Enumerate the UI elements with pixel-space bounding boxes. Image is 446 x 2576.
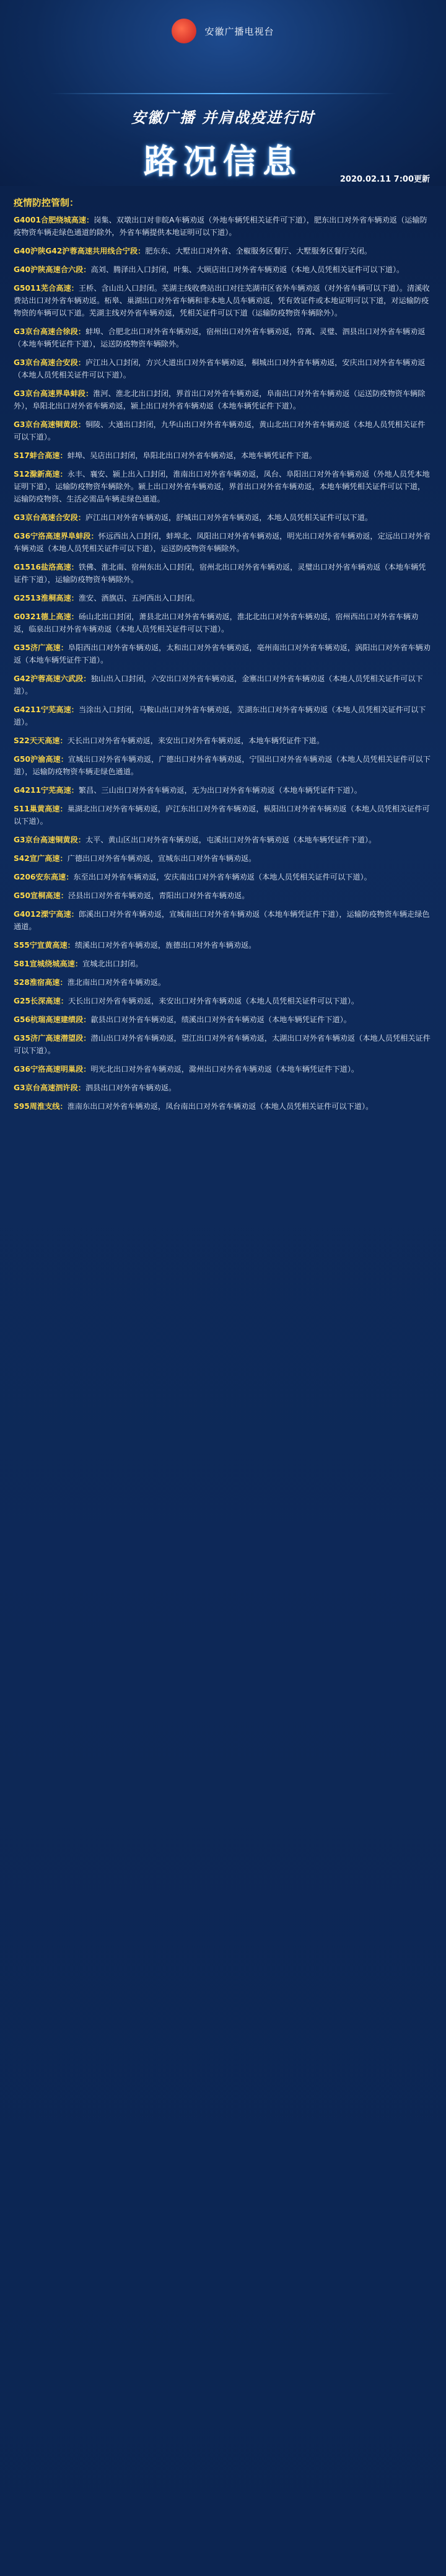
traffic-entry [14,1082,432,1094]
traffic-entry [14,958,432,970]
road-status-text: 广德出口对外省车辆劝返，宣城东出口对外省车辆劝返。 [67,854,256,863]
traffic-entry [14,245,432,257]
road-status-text: 永丰、襄安、颍上出入口封闭，淮南出口对外省车辆劝返，凤台、阜阳出口对外省车辆劝返（外地人员凭本地证明下道），运输防疫物资车辆除外。颍上出口对外省车辆劝返，界首出口对外省车辆劝返，本地车辆凭相关证件可以下道，运输防疫物资、生活必需品车辆走绿色通道。 [14,470,430,503]
road-status-text: 繁昌、三山出口对外省车辆劝返，无为出口对外省车辆劝返（本地车辆凭证件下道）。 [78,786,362,795]
road-code: G2513淮桐高速： [14,594,79,602]
road-status-text: 郎溪出口对外省车辆劝返，宣城南出口对外省车辆劝返（本地车辆凭证件下道），运输防疫物资车辆走绿色通道。 [14,910,430,931]
update-time [340,172,430,184]
road-code: G40沪陕G42沪蓉高速共用线合宁段： [14,247,146,255]
traffic-entry [14,325,432,350]
section-title: 疫情防控管制： [14,197,79,208]
road-status-text: 砀山北出口封闭，萧县北出口对外省车辆劝返，淮北北出口对外省车辆劝返，宿州西出口对外省车辆劝返，临泉出口对外省车辆劝返（本地人员凭相关证件可以下道）。 [14,612,419,633]
road-code: S55宁宣黄高速： [14,941,75,950]
road-code: G40沪陕高速合六段： [14,265,91,274]
road-status-text: 当涂出入口封闭，马鞍山出口对外省车辆劝返，芜湖东出口对外省车辆劝返（本地人员凭相关证件可以下道）。 [14,705,426,726]
traffic-entry [14,673,432,697]
traffic-entry [14,418,432,443]
road-status-text: 阜阳西出口对外省车辆劝返，太和出口对外省车辆劝返，亳州南出口对外省车辆劝返，涡阳出口对外省车辆劝返（本地车辆凭证件下道）。 [14,643,431,664]
road-code: S11巢黄高速： [14,805,68,813]
road-status-text: 王桥、含山出入口封闭。芜湖主线收费站出口对往芜湖市区省外车辆劝返（对外省车辆可以下道）。清溪收费站出口对外省车辆劝返。柘皋、巢湖出口对外省车辆和非本地人员车辆劝返，凭有效证件或本地证明可以下道，对运输防疫物资的车辆可以下道。芜湖主线对外省车辆劝返，凭相关证件可以下道（运输防疫物资车辆除外）。 [14,284,430,317]
traffic-entry [14,889,432,902]
road-code: G25长深高速： [14,997,68,1005]
traffic-entry [14,387,432,412]
traffic-entry [14,852,432,865]
road-code: S95周淮支线： [14,1102,68,1111]
road-code: G1516盐洛高速： [14,563,79,571]
road-code: G5011芜合高速： [14,284,79,293]
traffic-entries-list [14,214,432,1113]
traffic-entry [14,753,432,778]
road-status-text: 巢湖北出口对外省车辆劝返，庐江东出口对外省车辆劝返，枞阳出口对外省车辆劝返（本地人员凭相关证件可以下道）。 [14,805,430,826]
road-status-text: 独山出入口封闭，六安出口对外省车辆劝返，金寨出口对外省车辆劝返（本地人员凭相关证件可以下道）。 [14,674,423,695]
traffic-entry [14,356,432,381]
road-status-text: 宣城北出口封闭。 [82,959,143,968]
road-status-text: 宣城出口对外省车辆劝返，广德出口对外省车辆劝返，宁国出口对外省车辆劝返（本地人员凭相关证件可以下道），运输防疫物资车辆走绿色通道。 [14,755,431,776]
traffic-entry [14,834,432,846]
traffic-entry [14,1100,432,1113]
traffic-entry [14,611,432,635]
road-status-text: 东至出口对外省车辆劝返，安庆南出口对外省车辆劝返（本地人员凭相关证件可以下道）。 [73,873,372,881]
road-code: G0321德上高速： [14,612,79,621]
road-code: G35济广高速潜望段： [14,1034,91,1043]
road-status-text: 高刘、腾泽出入口封闭，叶集、大顾店出口对外省车辆劝返（本地人员凭相关证件可以下道）。 [90,265,404,274]
road-code: G4211宁芜高速： [14,705,79,714]
road-status-text: 怀远西出入口封闭，蚌埠北、凤阳出口对外省车辆劝返，明光出口对外省车辆劝返，定远出口对外省车辆劝返（本地人员凭相关证件可以下道），运送防疫物资车辆除外。 [14,532,431,553]
slogan: 安徽广播 并肩战疫进行时 [131,109,315,126]
traffic-entry [14,214,432,239]
road-code: G50宣桐高速： [14,891,68,900]
page-title: 路况信息 [144,142,302,181]
header-divider [50,93,396,94]
traffic-entry [14,592,432,604]
road-status-text: 蚌埠、合肥北出口对外省车辆劝返，宿州出口对外省车辆劝返，符离、灵璧、泗县出口对外省车辆劝返（本地车辆凭证件下道），运送防疫物资车辆除外。 [14,327,426,348]
road-status-text: 泾县出口对外省车辆劝返，青阳出口对外省车辆劝返。 [68,891,250,900]
station-name: 安徽广播电视台 [204,25,274,37]
road-code: S22天天高速： [14,736,68,745]
traffic-entry [14,976,432,989]
road-code: G50沪渝高速： [14,755,68,764]
traffic-entry [14,1063,432,1075]
road-status-text: 蚌埠、吴店出口封闭，阜阳北出口对外省车辆劝返，本地车辆凭证件下道。 [67,451,317,460]
road-status-text: 歙县出口对外省车辆劝返，绩溪出口对外省车辆劝返（本地车辆凭证件下道）。 [90,1015,351,1024]
traffic-entry [14,263,432,276]
road-status-text: 明光北出口对外省车辆劝返，滁州出口对外省车辆劝返（本地车辆凭证件下道）。 [90,1065,359,1074]
traffic-entry [14,803,432,827]
road-status-text: 岗集、双墩出口对非皖A车辆劝返（外地车辆凭相关证件可下道），肥东出口对外省车辆劝返（运输防疫物资车辆走绿色通道的除外，外省车辆提供本地证明可以下道）。 [14,216,427,237]
road-code: G56杭瑞高速建绩段： [14,1015,91,1024]
traffic-entry [14,282,432,319]
road-code: G206安东高速： [14,873,74,881]
header-banner [0,0,446,186]
road-status-text: 太平、黄山区出口对外省车辆劝返，屯溪出口对外省车辆劝返（本地车辆凭证件下道）。 [85,836,377,844]
road-code: G4012溧宁高速： [14,910,79,919]
road-status-text: 庐江出入口封闭，方兴大道出口对外省车辆劝返，桐城出口对外省车辆劝返，安庆出口对外省车辆劝返（本地人员凭相关证件可以下道）。 [14,358,426,379]
station-logo-icon [172,19,196,43]
road-status-text: 泗县出口对外省车辆劝返。 [85,1083,177,1092]
road-code: S81宣城绕城高速： [14,959,83,968]
traffic-entry [14,642,432,666]
road-code: G36宁洛高速明巢段： [14,1065,91,1074]
road-status-text: 天长出口对外省车辆劝返，来安出口对外省车辆劝返（本地人员凭相关证件可以下道）。 [68,997,359,1005]
road-code: G3京台高速泗许段： [14,1083,85,1092]
road-code: G35济广高速： [14,643,68,652]
road-code: G3京台高速界阜蚌段： [14,389,94,398]
road-code: G3京台高速合安段： [14,513,85,522]
road-code: S28淮宿高速： [14,978,68,987]
traffic-entry [14,511,432,524]
traffic-entry [14,561,432,586]
road-code: G42沪蓉高速六武段： [14,674,91,683]
traffic-entry [14,734,432,747]
road-status-text: 淮北南出口对外省车辆劝返。 [67,978,166,987]
traffic-entry [14,449,432,462]
road-status-text: 淮河、淮北北出口封闭，界首出口对外省车辆劝返，阜南出口对外省车辆劝返（运送防疫物资车辆除外），阜阳北出口对外省车辆劝返，颍上出口对外省车辆劝返（本地车辆凭证件下道）。 [14,389,426,410]
traffic-entry [14,1013,432,1026]
traffic-entry [14,1032,432,1057]
road-code: G3京台高速合安段： [14,358,85,367]
road-status-text: 潜山出口对外省车辆劝返，望江出口对外省车辆劝返，太湖出口对外省车辆劝返（本地人员凭相关证件可以下道）。 [14,1034,431,1055]
main-content [0,186,446,1113]
road-code: S42宣广高速： [14,854,68,863]
traffic-entry [14,995,432,1007]
road-code: G3京台高速合徐段： [14,327,85,336]
traffic-entry [14,908,432,933]
road-code: G4211宁芜高速： [14,786,79,795]
traffic-entry [14,784,432,796]
road-status-text: 铜陵、大通出口封闭，九华山出口对外省车辆劝返，黄山北出口对外省车辆劝返（本地人员凭相关证件可以下道）。 [14,420,426,441]
road-status-text: 铁佛、淮北南、宿州东出入口封闭，宿州北出口对外省车辆劝返，灵璧出口对外省车辆劝返（本地车辆凭证件下道），运输防疫物资车辆除外。 [14,563,426,584]
road-status-text: 绩溪出口对外省车辆劝返，旌德出口对外省车辆劝返。 [74,941,256,950]
road-code: G4001合肥绕城高速： [14,216,94,224]
road-status-text: 淮安、酒旗店、五河西出入口封闭。 [78,594,199,602]
road-code: G3京台高速铜黄段： [14,420,85,429]
update-time-label: 7:00更新 [393,175,430,184]
road-code: G3京台高速铜黄段： [14,836,85,844]
traffic-entry [14,530,432,555]
traffic-entry [14,704,432,728]
road-code: G36宁洛高速界阜蚌段： [14,532,98,540]
update-date: 2020.02.11 [339,175,391,184]
road-status-text: 庐江出口对外省车辆劝返，舒城出口对外省车辆劝返，本地人员凭相关证件可以下道。 [85,513,373,522]
road-status-text: 肥东东、大墅出口对外省、全椒服务区餐厅、大墅服务区餐厅关闭。 [145,247,372,255]
road-status-text: 淮南东出口对外省车辆劝返，凤台南出口对外省车辆劝返（本地人员凭相关证件可以下道）。 [67,1102,374,1111]
road-code: S17蚌合高速： [14,451,68,460]
traffic-entry [14,939,432,951]
traffic-entry [14,871,432,883]
logo-row [0,19,446,43]
road-code: S12滁新高速： [14,470,68,479]
traffic-entry [14,468,432,505]
road-status-text: 天长出口对外省车辆劝返，来安出口对外省车辆劝返，本地车辆凭证件下道。 [67,736,325,745]
